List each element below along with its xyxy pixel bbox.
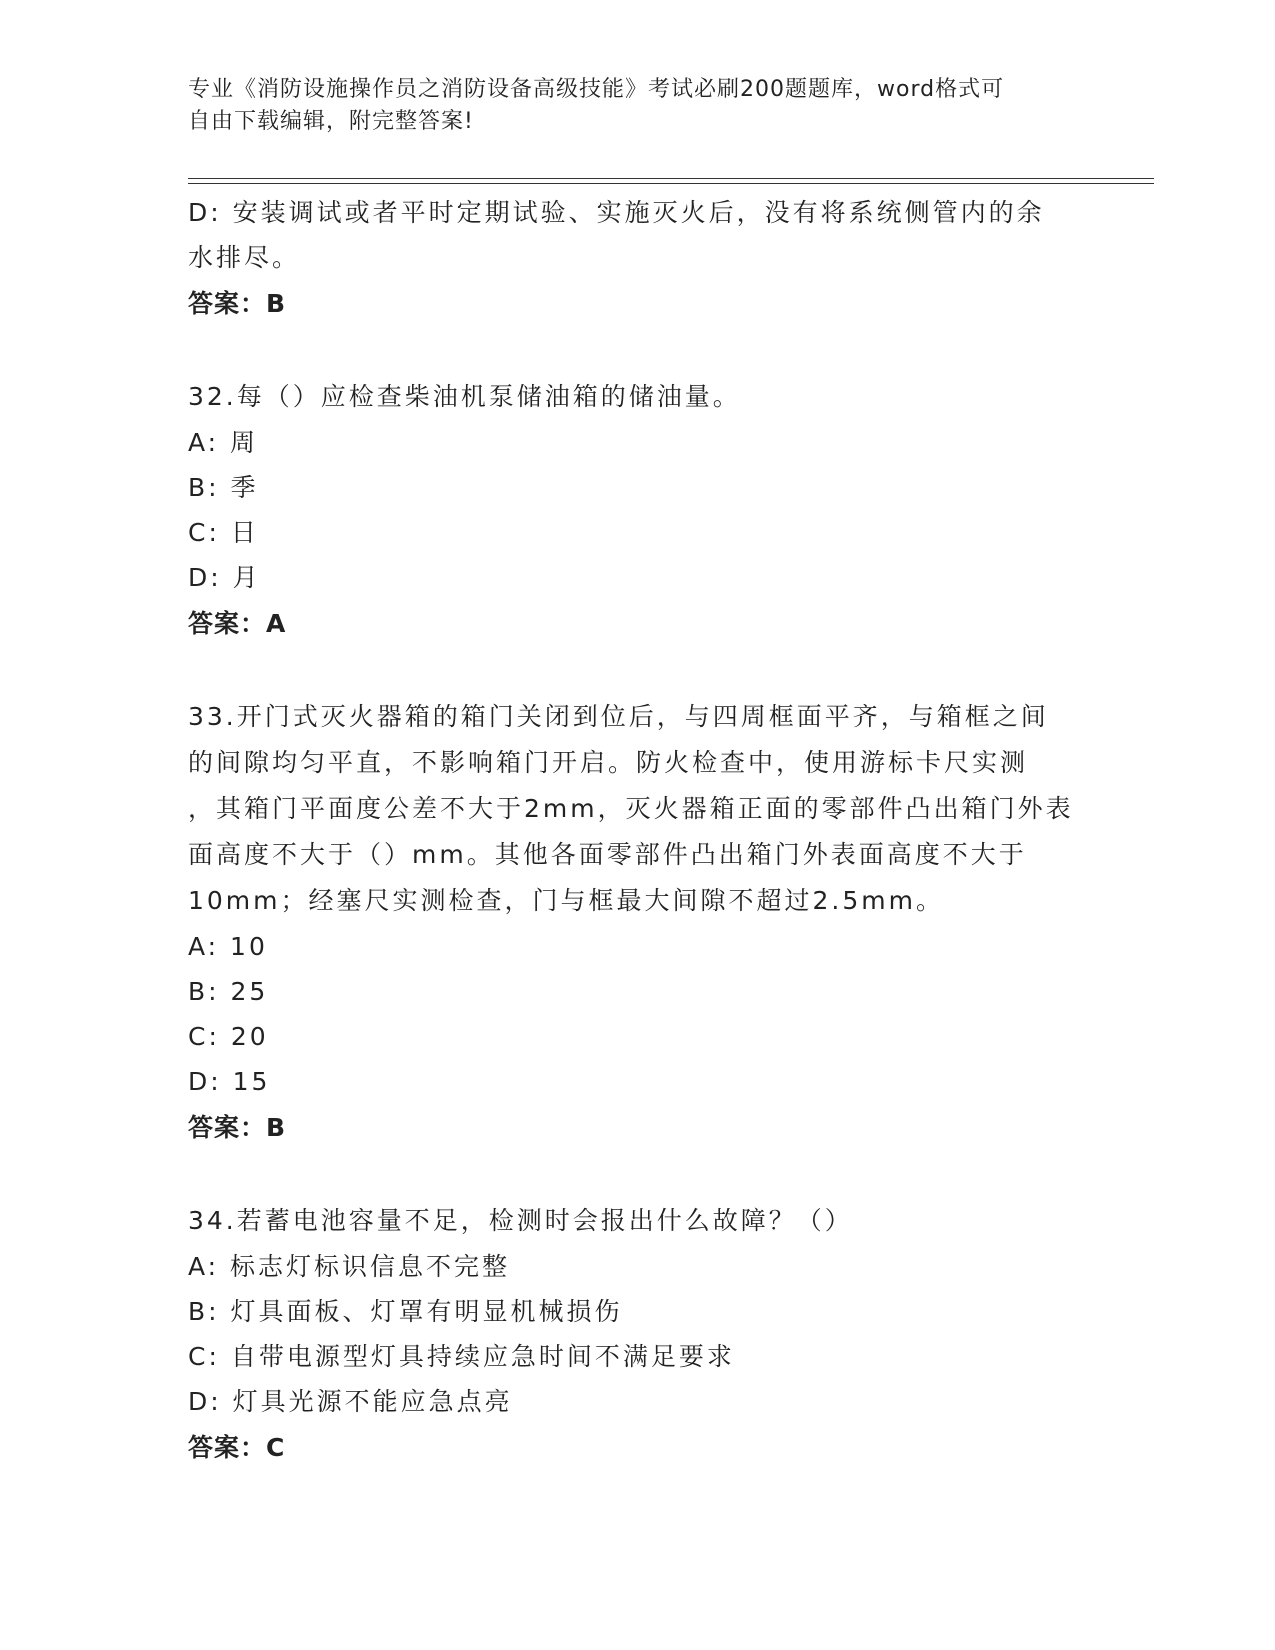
option-c: C: 日	[188, 518, 259, 547]
option-d: D: 安装调试或者平时定期试验、实施灭火后，没有将系统侧管内的余	[188, 198, 1045, 227]
question-stem-line-4: 面高度不大于（）mm。其他各面零部件凸出箱门外表面高度不大于	[188, 840, 1027, 869]
previous-question-tail	[188, 190, 1088, 327]
question-stem-line-3: ，其箱门平面度公差不大于2mm，灭火器箱正面的零部件凸出箱门外表	[188, 794, 1074, 823]
question-stem-line-2: 的间隙均匀平直，不影响箱门开启。防火检查中，使用游标卡尺实测	[188, 748, 1029, 777]
option-a: A: 标志灯标识信息不完整	[188, 1252, 511, 1281]
question-stem-line-5: 10mm；经塞尺实测检查，门与框最大间隙不超过2.5mm。	[188, 886, 944, 915]
document-header	[188, 74, 1068, 138]
option-d-continued: 水排尽。	[188, 243, 301, 272]
option-b: B: 季	[188, 473, 259, 502]
question-33	[188, 694, 1088, 1151]
option-a: A: 周	[188, 428, 259, 457]
option-b: B: 灯具面板、灯罩有明显机械损伤	[188, 1297, 623, 1326]
header-divider-top	[188, 178, 1154, 179]
header-line-1: 专业《消防设施操作员之消防设备高级技能》考试必刷200题题库，word格式可	[188, 77, 1005, 102]
header-line-2: 自由下载编辑，附完整答案!	[188, 109, 474, 134]
question-32	[188, 374, 1088, 647]
answer-line: 答案：A	[188, 609, 287, 638]
option-b: B: 25	[188, 977, 269, 1006]
option-a: A: 10	[188, 932, 268, 961]
option-d: D: 灯具光源不能应急点亮	[188, 1387, 513, 1416]
option-d: D: 15	[188, 1067, 271, 1096]
question-list	[188, 190, 1088, 1471]
answer-line: 答案：B	[188, 1113, 287, 1142]
option-c: C: 自带电源型灯具持续应急时间不满足要求	[188, 1342, 735, 1371]
answer-line: 答案：B	[188, 289, 287, 318]
question-stem: 34.若蓄电池容量不足，检测时会报出什么故障？（）	[188, 1206, 853, 1235]
answer-line: 答案：C	[188, 1433, 286, 1462]
option-d: D: 月	[188, 563, 261, 592]
header-divider-bottom	[188, 183, 1154, 184]
question-34	[188, 1198, 1088, 1471]
option-c: C: 20	[188, 1022, 269, 1051]
question-stem-line-1: 33.开门式灭火器箱的箱门关闭到位后，与四周框面平齐，与箱框之间	[188, 702, 1049, 731]
question-stem: 32.每（）应检查柴油机泵储油箱的储油量。	[188, 382, 741, 411]
